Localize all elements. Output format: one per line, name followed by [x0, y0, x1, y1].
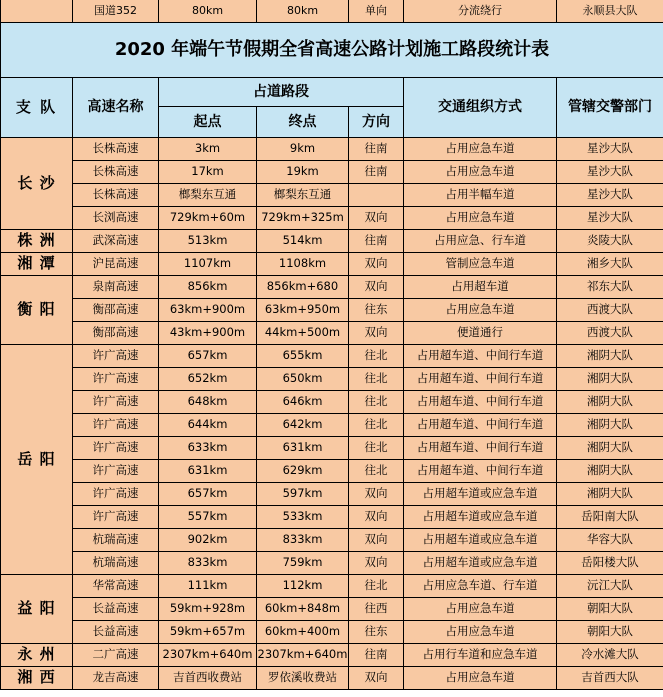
- start-cell: 63km+900m: [159, 298, 257, 321]
- end-cell: 642km: [257, 413, 349, 436]
- direction-cell: 双向: [349, 482, 404, 505]
- team-cell: 湘 西: [1, 666, 73, 689]
- direction-cell: 双向: [349, 666, 404, 689]
- start-cell: 633km: [159, 436, 257, 459]
- start-cell: 657km: [159, 482, 257, 505]
- table-row: [1, 137, 663, 160]
- end-cell: 646km: [257, 390, 349, 413]
- end-cell: 856km+680: [257, 275, 349, 298]
- table-row: [1, 574, 663, 597]
- top-cell-police: 永顺县大队: [557, 0, 663, 22]
- police-cell: 湘乡大队: [557, 252, 663, 275]
- highway-cell: 许广高速: [73, 344, 159, 367]
- police-cell: 湘阴大队: [557, 367, 663, 390]
- start-cell: 644km: [159, 413, 257, 436]
- police-cell: 星沙大队: [557, 183, 663, 206]
- header-start: 起点: [159, 106, 257, 137]
- table-row: [1, 206, 663, 229]
- traffic-cell: 占用应急、行车道: [404, 229, 557, 252]
- traffic-cell: 管制应急车道: [404, 252, 557, 275]
- highway-cell: 杭瑞高速: [73, 551, 159, 574]
- end-cell: 19km: [257, 160, 349, 183]
- team-cell: 益 阳: [1, 574, 73, 643]
- highway-cell: 华常高速: [73, 574, 159, 597]
- police-cell: 星沙大队: [557, 137, 663, 160]
- start-cell: 729km+60m: [159, 206, 257, 229]
- table-row: [1, 620, 663, 643]
- header-traffic: 交通组织方式: [404, 77, 557, 137]
- start-cell: 59km+928m: [159, 597, 257, 620]
- highway-cell: 许广高速: [73, 459, 159, 482]
- highway-cell: 衡邵高速: [73, 321, 159, 344]
- table-row: [1, 390, 663, 413]
- start-cell: 513km: [159, 229, 257, 252]
- traffic-cell: 占用应急车道: [404, 160, 557, 183]
- end-cell: 60km+400m: [257, 620, 349, 643]
- highway-cell: 许广高速: [73, 390, 159, 413]
- direction-cell: 往东: [349, 298, 404, 321]
- top-cell-empty: [1, 0, 73, 22]
- start-cell: 856km: [159, 275, 257, 298]
- direction-cell: 双向: [349, 321, 404, 344]
- team-cell: 长 沙: [1, 137, 73, 229]
- table-row: [1, 298, 663, 321]
- highway-cell: 长株高速: [73, 137, 159, 160]
- traffic-cell: 占用超车道、中间行车道: [404, 390, 557, 413]
- table-row: [1, 459, 663, 482]
- traffic-cell: 占用超车道或应急车道: [404, 528, 557, 551]
- header-direction: 方向: [349, 106, 404, 137]
- highway-cell: 许广高速: [73, 505, 159, 528]
- traffic-cell: 占用超车道或应急车道: [404, 482, 557, 505]
- team-cell: 株 洲: [1, 229, 73, 252]
- end-cell: 729km+325m: [257, 206, 349, 229]
- direction-cell: 双向: [349, 505, 404, 528]
- start-cell: 833km: [159, 551, 257, 574]
- highway-cell: 长益高速: [73, 597, 159, 620]
- police-cell: 星沙大队: [557, 206, 663, 229]
- start-cell: 榔梨东互通: [159, 183, 257, 206]
- direction-cell: 往南: [349, 229, 404, 252]
- traffic-cell: 占用应急车道: [404, 620, 557, 643]
- police-cell: 吉首西大队: [557, 666, 663, 689]
- top-partial-row: [1, 0, 663, 22]
- direction-cell: 往北: [349, 459, 404, 482]
- table-row: [1, 367, 663, 390]
- direction-cell: 往南: [349, 137, 404, 160]
- end-cell: 631km: [257, 436, 349, 459]
- direction-cell: 双向: [349, 275, 404, 298]
- highway-cell: 长浏高速: [73, 206, 159, 229]
- top-cell-highway: 国道352: [73, 0, 159, 22]
- end-cell: 44km+500m: [257, 321, 349, 344]
- traffic-cell: 便道通行: [404, 321, 557, 344]
- header-police: 管辖交警部门: [557, 77, 663, 137]
- end-cell: 罗依溪收费站: [257, 666, 349, 689]
- table-row: [1, 321, 663, 344]
- highway-cell: 许广高速: [73, 367, 159, 390]
- table-row: [1, 643, 663, 666]
- end-cell: 9km: [257, 137, 349, 160]
- team-cell: 岳 阳: [1, 344, 73, 574]
- start-cell: 59km+657m: [159, 620, 257, 643]
- traffic-cell: 占用应急车道: [404, 137, 557, 160]
- end-cell: 833km: [257, 528, 349, 551]
- direction-cell: 双向: [349, 528, 404, 551]
- end-cell: 112km: [257, 574, 349, 597]
- traffic-cell: 占用超车道、中间行车道: [404, 436, 557, 459]
- traffic-cell: 占用应急车道: [404, 298, 557, 321]
- end-cell: 2307km+640m: [257, 643, 349, 666]
- traffic-cell: 占用超车道、中间行车道: [404, 344, 557, 367]
- highway-cell: 沪昆高速: [73, 252, 159, 275]
- team-cell: 湘 潭: [1, 252, 73, 275]
- direction-cell: 往北: [349, 390, 404, 413]
- table-row: [1, 183, 663, 206]
- top-cell-traffic: 分流绕行: [404, 0, 557, 22]
- police-cell: 湘阴大队: [557, 413, 663, 436]
- direction-cell: 往北: [349, 574, 404, 597]
- end-cell: 514km: [257, 229, 349, 252]
- table-row: [1, 597, 663, 620]
- header-team: 支 队: [1, 77, 73, 137]
- highway-cell: 许广高速: [73, 482, 159, 505]
- direction-cell: 双向: [349, 551, 404, 574]
- police-cell: 炎陵大队: [557, 229, 663, 252]
- police-cell: 岳阳楼大队: [557, 551, 663, 574]
- direction-cell: 往北: [349, 367, 404, 390]
- traffic-cell: 占用超车道或应急车道: [404, 505, 557, 528]
- traffic-cell: 占用超车道、中间行车道: [404, 367, 557, 390]
- end-cell: 655km: [257, 344, 349, 367]
- traffic-cell: 占用应急车道: [404, 597, 557, 620]
- police-cell: 湘阴大队: [557, 459, 663, 482]
- start-cell: 631km: [159, 459, 257, 482]
- traffic-cell: 占用超车道: [404, 275, 557, 298]
- highway-cell: 长株高速: [73, 160, 159, 183]
- highway-cell: 许广高速: [73, 413, 159, 436]
- table-row: [1, 482, 663, 505]
- header-end: 终点: [257, 106, 349, 137]
- start-cell: 557km: [159, 505, 257, 528]
- highway-cell: 长株高速: [73, 183, 159, 206]
- start-cell: 吉首西收费站: [159, 666, 257, 689]
- start-cell: 17km: [159, 160, 257, 183]
- direction-cell: 双向: [349, 252, 404, 275]
- header-row-1: [1, 77, 663, 106]
- traffic-cell: 占用行车道和应急车道: [404, 643, 557, 666]
- end-cell: 60km+848m: [257, 597, 349, 620]
- police-cell: 华容大队: [557, 528, 663, 551]
- highway-cell: 武深高速: [73, 229, 159, 252]
- end-cell: 597km: [257, 482, 349, 505]
- header-highway: 高速名称: [73, 77, 159, 137]
- start-cell: 652km: [159, 367, 257, 390]
- start-cell: 111km: [159, 574, 257, 597]
- direction-cell: [349, 183, 404, 206]
- police-cell: 冷水滩大队: [557, 643, 663, 666]
- top-cell-direction: 单向: [349, 0, 404, 22]
- start-cell: 902km: [159, 528, 257, 551]
- end-cell: 650km: [257, 367, 349, 390]
- direction-cell: 往北: [349, 344, 404, 367]
- end-cell: 63km+950m: [257, 298, 349, 321]
- table-row: [1, 413, 663, 436]
- police-cell: 湘阴大队: [557, 390, 663, 413]
- highway-cell: 许广高速: [73, 436, 159, 459]
- end-cell: 759km: [257, 551, 349, 574]
- direction-cell: 往西: [349, 597, 404, 620]
- team-cell: 衡 阳: [1, 275, 73, 344]
- traffic-cell: 占用半幅车道: [404, 183, 557, 206]
- direction-cell: 往南: [349, 160, 404, 183]
- traffic-cell: 占用应急车道: [404, 206, 557, 229]
- direction-cell: 往东: [349, 620, 404, 643]
- start-cell: 3km: [159, 137, 257, 160]
- highway-cell: 龙吉高速: [73, 666, 159, 689]
- table-title: 2020 年端午节假期全省高速公路计划施工路段统计表: [1, 22, 663, 77]
- top-cell-end: 80km: [257, 0, 349, 22]
- table-row: [1, 275, 663, 298]
- highway-cell: 杭瑞高速: [73, 528, 159, 551]
- police-cell: 朝阳大队: [557, 620, 663, 643]
- table-row: [1, 528, 663, 551]
- traffic-cell: 占用应急车道: [404, 666, 557, 689]
- table-row: [1, 436, 663, 459]
- start-cell: 2307km+640m: [159, 643, 257, 666]
- table-row: [1, 551, 663, 574]
- police-cell: 岳阳南大队: [557, 505, 663, 528]
- end-cell: 榔梨东互通: [257, 183, 349, 206]
- direction-cell: 往北: [349, 436, 404, 459]
- direction-cell: 往北: [349, 413, 404, 436]
- highway-cell: 二广高速: [73, 643, 159, 666]
- police-cell: 湘阴大队: [557, 482, 663, 505]
- end-cell: 629km: [257, 459, 349, 482]
- team-cell: 永 州: [1, 643, 73, 666]
- top-cell-start: 80km: [159, 0, 257, 22]
- highway-cell: 泉南高速: [73, 275, 159, 298]
- table-row: [1, 160, 663, 183]
- highway-cell: 长益高速: [73, 620, 159, 643]
- police-cell: 西渡大队: [557, 298, 663, 321]
- start-cell: 1107km: [159, 252, 257, 275]
- table-row: [1, 252, 663, 275]
- table-row: [1, 666, 663, 689]
- start-cell: 43km+900m: [159, 321, 257, 344]
- highway-cell: 衡邵高速: [73, 298, 159, 321]
- end-cell: 533km: [257, 505, 349, 528]
- police-cell: 湘阴大队: [557, 344, 663, 367]
- police-cell: 祁东大队: [557, 275, 663, 298]
- police-cell: 西渡大队: [557, 321, 663, 344]
- start-cell: 648km: [159, 390, 257, 413]
- traffic-cell: 占用超车道、中间行车道: [404, 413, 557, 436]
- table-row: [1, 505, 663, 528]
- police-cell: 湘阴大队: [557, 436, 663, 459]
- table-row: [1, 344, 663, 367]
- traffic-cell: 占用超车道或应急车道: [404, 551, 557, 574]
- start-cell: 657km: [159, 344, 257, 367]
- table-row: [1, 229, 663, 252]
- police-cell: 朝阳大队: [557, 597, 663, 620]
- end-cell: 1108km: [257, 252, 349, 275]
- direction-cell: 双向: [349, 206, 404, 229]
- traffic-cell: 占用超车道、中间行车道: [404, 459, 557, 482]
- header-section: 占道路段: [159, 77, 404, 106]
- police-cell: 星沙大队: [557, 160, 663, 183]
- traffic-cell: 占用应急车道、行车道: [404, 574, 557, 597]
- title-row: [1, 22, 663, 77]
- direction-cell: 往南: [349, 643, 404, 666]
- police-cell: 沅江大队: [557, 574, 663, 597]
